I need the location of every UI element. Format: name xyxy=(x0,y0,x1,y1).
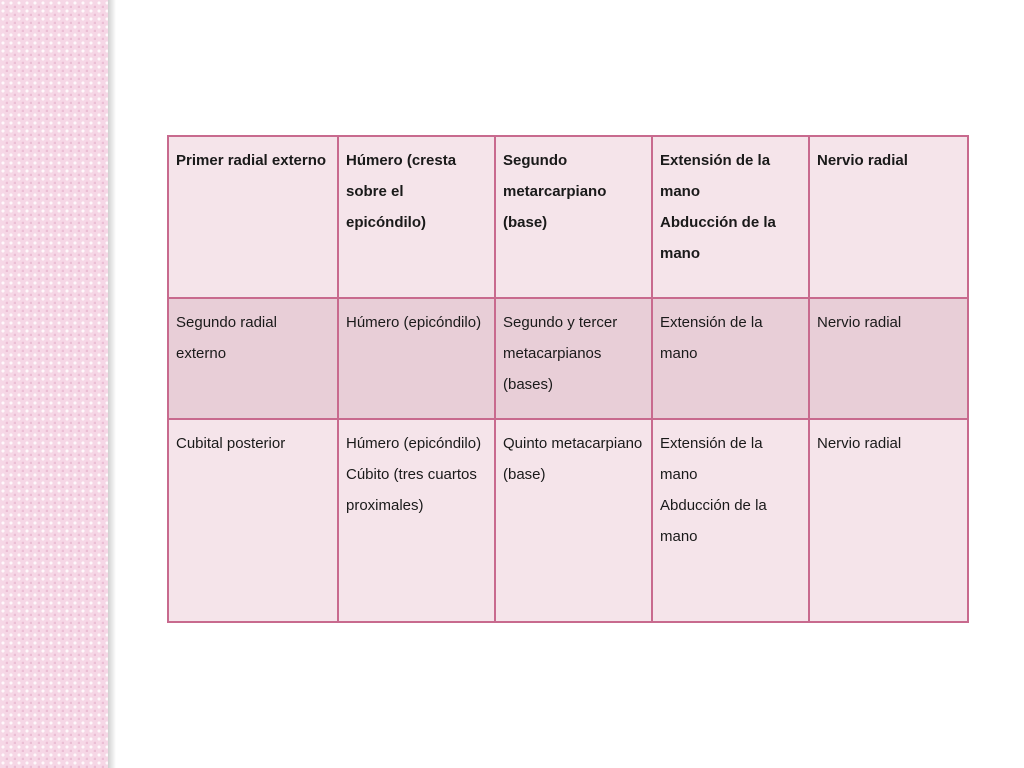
cell-text: Segundo y tercer metacarpianos (bases) xyxy=(503,314,618,393)
table-cell xyxy=(809,298,968,419)
table-cell xyxy=(168,419,338,622)
cell-text: Abducción de la mano xyxy=(660,497,767,545)
table-cell xyxy=(495,419,652,622)
table-row xyxy=(168,298,968,419)
cell-text: Extensión de la mano xyxy=(660,314,763,362)
table-cell xyxy=(652,298,809,419)
decorative-side-strip xyxy=(0,0,108,768)
cell-text: Segundo metarcarpiano (base) xyxy=(503,152,607,231)
cell-text: Abducción de la mano xyxy=(660,214,776,262)
cell-text: Cubital posterior xyxy=(176,435,286,452)
muscle-table xyxy=(167,135,969,623)
cell-text: Húmero (epicóndilo) xyxy=(346,435,482,452)
table-row xyxy=(168,419,968,622)
cell-text: Húmero (epicóndilo) xyxy=(346,314,482,331)
side-strip-shadow xyxy=(108,0,116,768)
table-cell xyxy=(652,419,809,622)
cell-text: Extensión de la mano xyxy=(660,152,771,200)
cell-text: Húmero (cresta sobre el epicóndilo) xyxy=(346,152,457,231)
cell-text: Nervio radial xyxy=(817,435,902,452)
table-cell xyxy=(168,298,338,419)
cell-text: Quinto metacarpiano (base) xyxy=(503,435,643,483)
cell-text: Nervio radial xyxy=(817,152,908,169)
cell-text: Primer radial externo xyxy=(176,152,327,169)
cell-text: Nervio radial xyxy=(817,314,902,331)
table-cell xyxy=(338,136,495,298)
table-cell xyxy=(338,419,495,622)
cell-text: Cúbito (tres cuartos proximales) xyxy=(346,466,477,514)
table-cell xyxy=(652,136,809,298)
table-cell xyxy=(168,136,338,298)
table-cell xyxy=(495,298,652,419)
table-row xyxy=(168,136,968,298)
cell-text: Segundo radial externo xyxy=(176,314,277,362)
table-cell xyxy=(809,136,968,298)
table-cell xyxy=(338,298,495,419)
cell-text: Extensión de la mano xyxy=(660,435,763,483)
table-cell xyxy=(809,419,968,622)
table-cell xyxy=(495,136,652,298)
